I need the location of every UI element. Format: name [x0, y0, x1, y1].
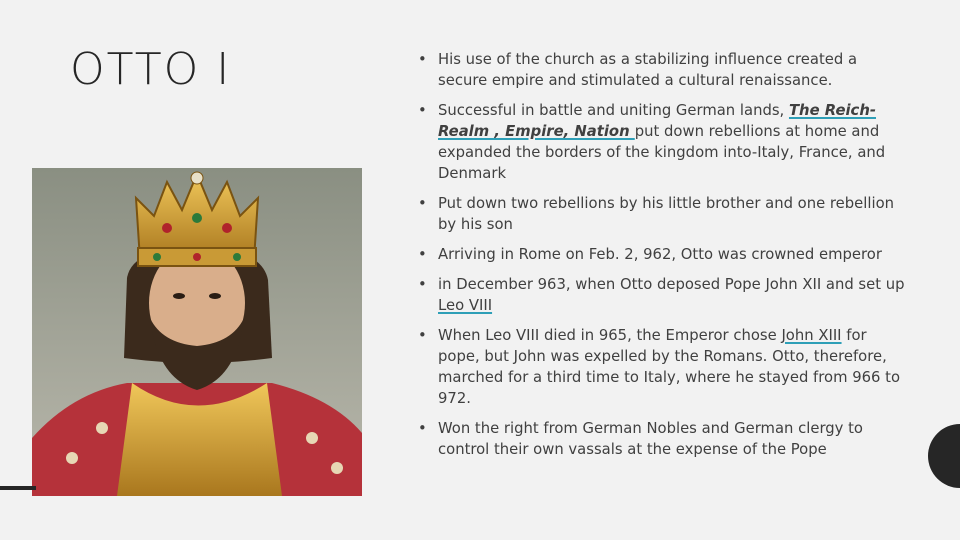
bullet-item [416, 274, 906, 316]
portrait-illustration [32, 168, 362, 496]
bullet-item [416, 193, 906, 235]
bullet-item [416, 418, 906, 460]
bullet-text: Arriving in Rome on Feb. 2, 962, Otto was crowned emperor [438, 246, 882, 263]
bullet-text: His use of the church as a stabilizing influence created a secure empire and stimulated a cultural renaissance. [438, 51, 858, 89]
accent-circle [928, 424, 960, 488]
bullet-item [416, 325, 906, 409]
otto-portrait-image [32, 168, 362, 496]
bullet-text: Won the right from German Nobles and German clergy to control their own vassals at the expense of the Pope [438, 420, 863, 458]
bullet-text: Put down two rebellions by his little brother and one rebellion by his son [438, 195, 895, 233]
leo-viii-link[interactable]: Leo VIII [438, 297, 493, 314]
bullet-text: put down rebellions at home and expanded the borders of the kingdom into-Italy, France, and Denmark [438, 123, 886, 182]
bullet-list [416, 49, 906, 469]
bullet-text: Successful in battle and uniting German lands, [438, 102, 789, 119]
bullet-text: When Leo VIII died in 965, the Emperor chose [438, 327, 782, 344]
bullet-text: for pope, but John was expelled by the Romans. Otto, therefore, marched for a third time to Italy, where he stayed from 966 to 972. [438, 327, 900, 407]
accent-line [0, 486, 36, 490]
bullet-item [416, 244, 906, 265]
bullet-item [416, 49, 906, 91]
reich-link[interactable]: The Reich- Realm , Empire, Nation [438, 102, 876, 140]
slide-title: OTTO I [70, 44, 232, 95]
bullet-text: in December 963, when Otto deposed Pope John XII and set up [438, 276, 905, 293]
john-xiii-link[interactable]: John XIII [781, 327, 842, 344]
bullet-item [416, 100, 906, 184]
